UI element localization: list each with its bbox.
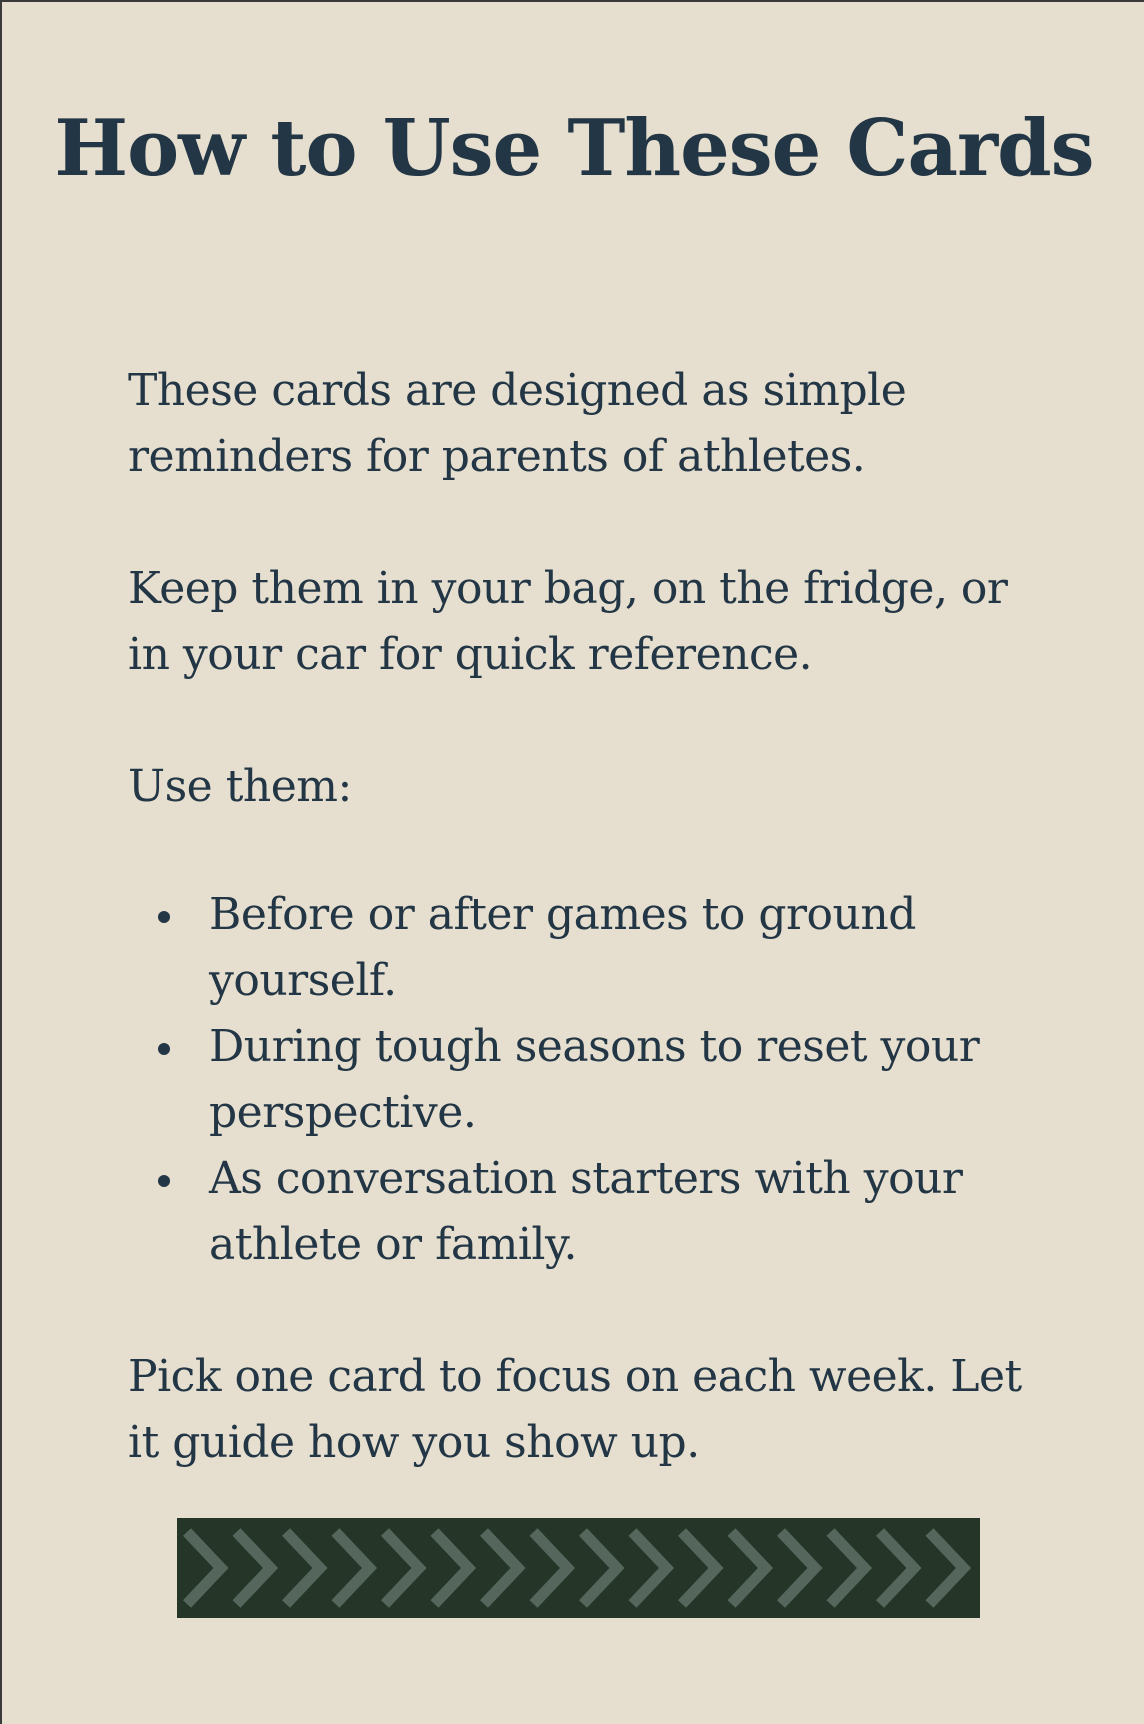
use-heading: Use them: xyxy=(128,761,352,812)
list-item xyxy=(128,1014,1048,1146)
list-item-text: Before or after games to ground yourself. xyxy=(209,889,916,1006)
list-item xyxy=(128,1146,1048,1278)
bullet-icon xyxy=(158,911,170,923)
chevron-right-icon xyxy=(286,1532,320,1604)
chevron-pattern-icon xyxy=(177,1518,980,1618)
chevron-right-icon xyxy=(930,1532,964,1604)
chevron-right-icon xyxy=(781,1532,815,1604)
card-title: How to Use These Cards xyxy=(54,103,1094,194)
bullet-icon xyxy=(158,1175,170,1187)
intro-paragraph: These cards are designed as simple reminders for parents of athletes. xyxy=(128,365,907,482)
list-item-text: During tough seasons to reset your perspective. xyxy=(209,1021,980,1138)
chevron-right-icon xyxy=(385,1532,419,1604)
chevron-right-icon xyxy=(435,1532,469,1604)
chevron-right-icon xyxy=(732,1532,766,1604)
chevron-right-icon xyxy=(880,1532,914,1604)
bullet-icon xyxy=(158,1043,170,1055)
closing-paragraph: Pick one card to focus on each week. Let it guide how you show up. xyxy=(128,1351,1022,1468)
chevron-right-icon xyxy=(237,1532,271,1604)
chevron-banner xyxy=(177,1518,980,1618)
chevron-right-icon xyxy=(187,1532,221,1604)
chevron-right-icon xyxy=(534,1532,568,1604)
list-item xyxy=(128,882,1048,1014)
list-item-text: As conversation starters with your athlete or family. xyxy=(209,1153,963,1270)
chevron-right-icon xyxy=(484,1532,518,1604)
keep-paragraph: Keep them in your bag, on the fridge, or in your car for quick reference. xyxy=(128,563,1008,680)
chevron-right-icon xyxy=(336,1532,370,1604)
chevron-right-icon xyxy=(682,1532,716,1604)
chevron-right-icon xyxy=(633,1532,667,1604)
use-list xyxy=(128,882,1048,1278)
chevron-right-icon xyxy=(831,1532,865,1604)
chevron-right-icon xyxy=(583,1532,617,1604)
